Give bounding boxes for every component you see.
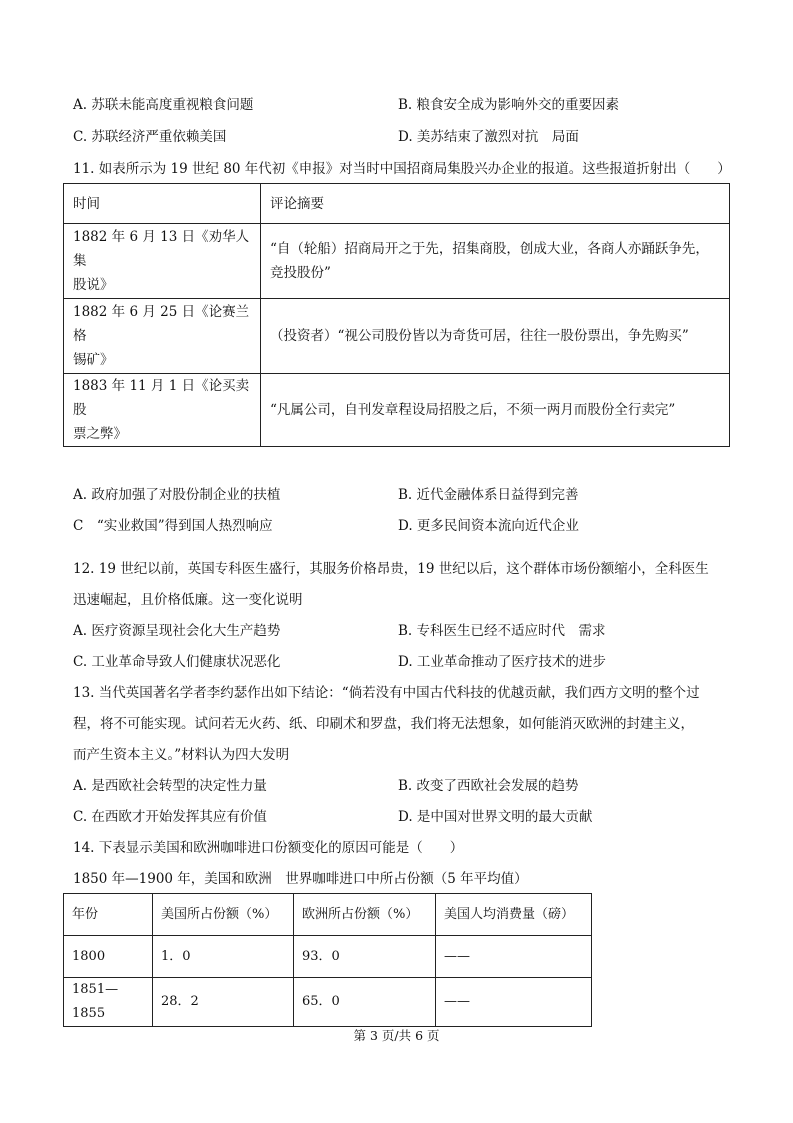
- q13-option-a: A. 是西欧社会转型的决定性力量: [73, 778, 267, 794]
- table-cell-time: 1882 年 6 月 25 日《论赛兰格 锡矿》: [64, 299, 261, 374]
- table-header-time: 时间: [64, 184, 261, 224]
- table-header-row: [64, 184, 730, 224]
- q11-option-a: A. 政府加强了对股份制企业的扶植: [73, 487, 281, 503]
- table-cell-summary: “自（轮船）招商局开之于先，招集商股，创成大业，各商人亦踊跃争先， 竞投股份”: [261, 224, 730, 299]
- table-row: [64, 374, 730, 447]
- q12-option-d: D. 工业革命推动了医疗技术的进步: [398, 654, 606, 670]
- table-cell: 65．0: [294, 978, 436, 1027]
- q13-stem-line-3: 而产生资本主义。”材料认为四大发明: [73, 747, 290, 763]
- q13-option-d: D. 是中国对世界文明的最大贡献: [398, 809, 593, 825]
- table-row: [64, 978, 592, 1027]
- q10-option-d: D. 美苏结束了激烈对抗 局面: [398, 129, 579, 145]
- q14-table: [63, 893, 592, 1027]
- table-header-us-consumption: 美国人均消费量（磅）: [436, 894, 592, 936]
- q13-option-b: B. 改变了西欧社会发展的趋势: [398, 778, 579, 794]
- table-cell-time: 1883 年 11 月 1 日《论买卖股 票之弊》: [64, 374, 261, 447]
- q13-stem-line-2: 程，将不可能实现。试问若无火药、纸、印刷术和罗盘，我们将无法想象，如何能消灭欧洲的封建主义，: [73, 716, 694, 732]
- table-cell-summary: （投资者）“视公司股份皆以为奇货可居，往往一股份票出，争先购买”: [261, 299, 730, 374]
- q11-option-b: B. 近代金融体系日益得到完善: [398, 487, 579, 503]
- table-cell: 28．2: [153, 978, 294, 1027]
- page-footer: 第 3 页/共 6 页: [353, 1028, 440, 1043]
- table-header-summary: 评论摘要: [261, 184, 730, 224]
- table-cell: 1851—1855: [64, 978, 153, 1027]
- q13-stem-line-1: 13. 当代英国著名学者李约瑟作出如下结论：“倘若没有中国古代科技的优越贡献，我们西方文明的整个过: [73, 685, 700, 701]
- table-header-row: [64, 894, 592, 936]
- table-header-year: 年份: [64, 894, 153, 936]
- q11-option-c: C “实业救国”得到国人热烈响应: [73, 518, 273, 534]
- q14-stem: 14. 下表显示美国和欧洲咖啡进口份额变化的原因可能是（ ）: [73, 840, 464, 856]
- q12-option-b: B. 专科医生已经不适应时代 需求: [398, 623, 606, 639]
- table-row: [64, 224, 730, 299]
- q12-option-c: C. 工业革命导致人们健康状况恶化: [73, 654, 281, 670]
- table-cell-time: 1882 年 6 月 13 日《劝华人集 股说》: [64, 224, 261, 299]
- table-cell: 1800: [64, 936, 153, 978]
- table-cell-summary: “凡属公司，自刊发章程设局招股之后，不须一两月而股份全行卖完”: [261, 374, 730, 447]
- table-header-europe-share: 欧洲所占份额（%）: [294, 894, 436, 936]
- q11-table: [63, 183, 730, 447]
- q10-option-a: A. 苏联未能高度重视粮食问题: [73, 97, 254, 113]
- q11-option-d: D. 更多民间资本流向近代企业: [398, 518, 579, 534]
- q11-stem: 11. 如表所示为 19 世纪 80 年代初《申报》对当时中国招商局集股兴办企业的报道。这些报道折射出（ ）: [73, 161, 731, 177]
- q14-table-caption: 1850 年—1900 年，美国和欧洲 世界咖啡进口中所占份额（5 年平均值）: [73, 871, 528, 887]
- table-cell: 1．0: [153, 936, 294, 978]
- table-cell: 93．0: [294, 936, 436, 978]
- q12-stem-line-2: 迅速崛起，且价格低廉。这一变化说明: [73, 592, 303, 608]
- q13-option-c: C. 在西欧才开始发挥其应有价值: [73, 809, 267, 825]
- table-row: [64, 936, 592, 978]
- table-cell: ——: [436, 936, 592, 978]
- q10-option-c: C. 苏联经济严重依赖美国: [73, 129, 227, 145]
- q12-stem-line-1: 12. 19 世纪以前，英国专科医生盛行，其服务价格昂贵，19 世纪以后，这个群体市场份额缩小，全科医生: [73, 561, 709, 577]
- table-cell: ——: [436, 978, 592, 1027]
- q12-option-a: A. 医疗资源呈现社会化大生产趋势: [73, 623, 281, 639]
- table-row: [64, 299, 730, 374]
- q10-option-b: B. 粮食安全成为影响外交的重要因素: [398, 97, 620, 113]
- table-header-us-share: 美国所占份额（%）: [153, 894, 294, 936]
